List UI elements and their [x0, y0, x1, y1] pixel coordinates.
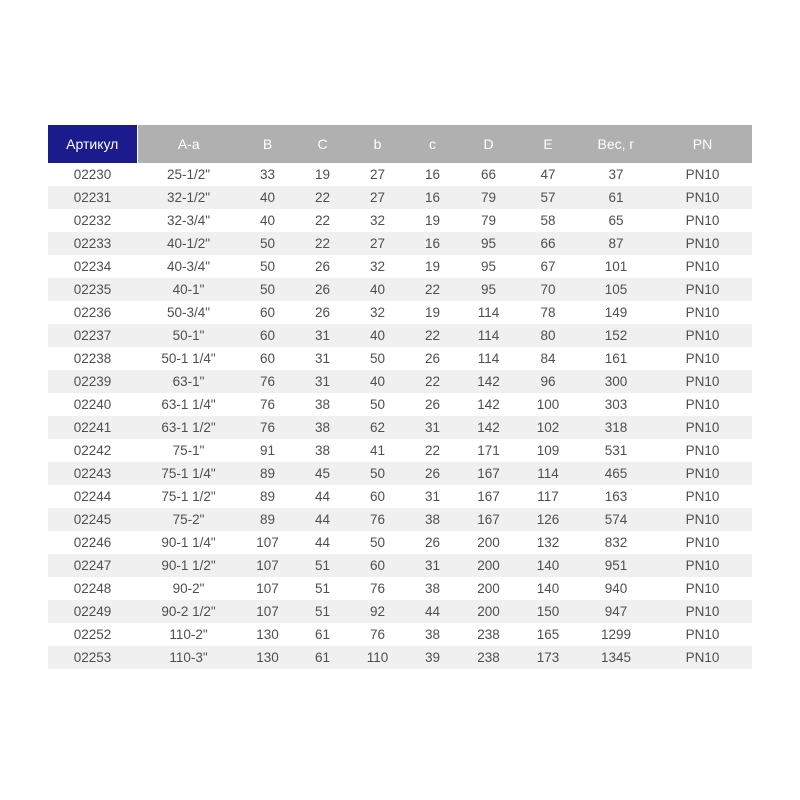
cell-pn: PN10: [685, 351, 720, 366]
cell-a-a: 90-1 1/2": [161, 558, 216, 573]
cell-weight: 149: [604, 305, 628, 320]
cell-article: 02241: [73, 420, 112, 435]
cell-b: 27: [369, 167, 386, 182]
cell-C: 44: [314, 535, 331, 550]
cell-weight: 1299: [600, 627, 632, 642]
cell-c: 31: [424, 558, 441, 573]
cell-D: 142: [477, 374, 500, 389]
cell-a-a: 75-1": [172, 443, 205, 458]
table-row: [48, 416, 752, 439]
cell-D: 200: [477, 604, 500, 619]
cell-D: 79: [480, 190, 497, 205]
cell-pn: PN10: [685, 489, 720, 504]
cell-b: 76: [369, 627, 386, 642]
cell-C: 51: [314, 604, 331, 619]
cell-B: 107: [256, 581, 279, 596]
cell-pn: PN10: [685, 259, 720, 274]
table-row: [48, 186, 752, 209]
cell-C: 45: [314, 466, 331, 481]
cell-C: 44: [314, 489, 331, 504]
cell-E: 80: [540, 328, 556, 343]
cell-article: 02240: [73, 397, 112, 412]
cell-weight: 318: [604, 420, 628, 435]
cell-article: 02231: [73, 190, 112, 205]
column-header-c: c: [405, 125, 460, 163]
table-row: [48, 462, 752, 485]
cell-weight: 951: [604, 558, 628, 573]
cell-b: 32: [369, 305, 386, 320]
cell-E: 57: [540, 190, 556, 205]
cell-pn: PN10: [685, 167, 720, 182]
cell-D: 167: [477, 466, 500, 481]
cell-D: 238: [477, 627, 500, 642]
cell-c: 38: [424, 512, 441, 527]
cell-a-a: 32-3/4": [166, 213, 211, 228]
cell-a-a: 40-3/4": [166, 259, 211, 274]
cell-C: 51: [314, 558, 331, 573]
cell-c: 22: [424, 443, 441, 458]
cell-E: 78: [540, 305, 556, 320]
cell-c: 16: [424, 236, 441, 251]
cell-c: 19: [424, 259, 441, 274]
table-row: [48, 370, 752, 393]
cell-a-a: 75-1 1/2": [161, 489, 216, 504]
column-header-a-a: A-a: [137, 125, 240, 163]
cell-B: 60: [259, 328, 276, 343]
cell-article: 02238: [73, 351, 112, 366]
cell-b: 32: [369, 259, 386, 274]
cell-pn: PN10: [685, 420, 720, 435]
cell-weight: 1345: [600, 650, 632, 665]
table-row: [48, 508, 752, 531]
cell-E: 165: [536, 627, 560, 642]
cell-E: 100: [536, 397, 560, 412]
table-header-row: [48, 125, 752, 163]
cell-pn: PN10: [685, 328, 720, 343]
cell-weight: 61: [608, 190, 624, 205]
cell-b: 32: [369, 213, 386, 228]
cell-C: 38: [314, 397, 331, 412]
cell-b: 27: [369, 190, 386, 205]
cell-a-a: 90-1 1/4": [161, 535, 216, 550]
table-row: [48, 577, 752, 600]
cell-B: 40: [259, 213, 276, 228]
cell-pn: PN10: [685, 535, 720, 550]
cell-weight: 303: [604, 397, 628, 412]
cell-C: 19: [314, 167, 331, 182]
cell-B: 76: [259, 420, 276, 435]
cell-b: 92: [369, 604, 386, 619]
cell-B: 50: [259, 282, 276, 297]
table-row: [48, 393, 752, 416]
cell-weight: 531: [604, 443, 628, 458]
cell-E: 132: [536, 535, 560, 550]
cell-D: 142: [477, 397, 500, 412]
cell-D: 171: [477, 443, 500, 458]
cell-B: 76: [259, 374, 276, 389]
table-row: [48, 347, 752, 370]
cell-article: 02247: [73, 558, 112, 573]
cell-C: 31: [314, 351, 331, 366]
cell-weight: 87: [608, 236, 624, 251]
cell-c: 31: [424, 420, 441, 435]
cell-pn: PN10: [685, 604, 720, 619]
cell-b: 62: [369, 420, 386, 435]
cell-C: 26: [314, 259, 331, 274]
cell-a-a: 63-1 1/2": [161, 420, 216, 435]
cell-article: 02242: [73, 443, 112, 458]
cell-C: 44: [314, 512, 331, 527]
cell-E: 66: [540, 236, 556, 251]
cell-weight: 161: [604, 351, 628, 366]
cell-pn: PN10: [685, 581, 720, 596]
cell-c: 26: [424, 351, 441, 366]
cell-E: 58: [540, 213, 556, 228]
cell-a-a: 40-1/2": [166, 236, 211, 251]
cell-D: 66: [480, 167, 497, 182]
cell-b: 50: [369, 351, 386, 366]
cell-weight: 105: [604, 282, 628, 297]
column-header-article: Артикул: [48, 125, 137, 163]
cell-C: 51: [314, 581, 331, 596]
table-row: [48, 163, 752, 186]
cell-article: 02232: [73, 213, 112, 228]
cell-E: 150: [536, 604, 560, 619]
column-header-D: D: [460, 125, 517, 163]
cell-b: 40: [369, 374, 386, 389]
cell-pn: PN10: [685, 466, 720, 481]
cell-article: 02252: [73, 627, 112, 642]
table-row: [48, 439, 752, 462]
cell-a-a: 40-1": [172, 282, 205, 297]
cell-E: 126: [536, 512, 560, 527]
cell-article: 02249: [73, 604, 112, 619]
cell-B: 130: [256, 627, 279, 642]
cell-a-a: 75-2": [172, 512, 205, 527]
cell-pn: PN10: [685, 236, 720, 251]
cell-pn: PN10: [685, 443, 720, 458]
cell-c: 22: [424, 374, 441, 389]
cell-C: 22: [314, 236, 331, 251]
cell-D: 79: [480, 213, 497, 228]
cell-weight: 152: [604, 328, 628, 343]
cell-D: 95: [480, 259, 497, 274]
cell-E: 84: [540, 351, 556, 366]
cell-article: 02244: [73, 489, 112, 504]
cell-article: 02248: [73, 581, 112, 596]
cell-weight: 574: [604, 512, 628, 527]
cell-B: 50: [259, 259, 276, 274]
cell-b: 50: [369, 397, 386, 412]
table-row: [48, 255, 752, 278]
cell-E: 140: [536, 558, 560, 573]
cell-C: 61: [314, 627, 331, 642]
cell-D: 200: [477, 535, 500, 550]
cell-article: 02233: [73, 236, 112, 251]
product-spec-table-container: [48, 125, 752, 669]
cell-a-a: 32-1/2": [166, 190, 211, 205]
cell-D: 200: [477, 581, 500, 596]
cell-C: 31: [314, 328, 331, 343]
table-row: [48, 554, 752, 577]
table-body: [48, 163, 752, 669]
cell-B: 107: [256, 558, 279, 573]
cell-D: 200: [477, 558, 500, 573]
cell-weight: 465: [604, 466, 628, 481]
cell-a-a: 110-2": [169, 627, 208, 642]
cell-E: 70: [540, 282, 556, 297]
cell-article: 02234: [73, 259, 112, 274]
cell-c: 26: [424, 466, 441, 481]
cell-B: 50: [259, 236, 276, 251]
cell-pn: PN10: [685, 213, 720, 228]
product-spec-table: [48, 125, 752, 669]
cell-b: 76: [369, 581, 386, 596]
table-row: [48, 646, 752, 669]
table-row: [48, 485, 752, 508]
cell-c: 38: [424, 627, 441, 642]
table-row: [48, 232, 752, 255]
cell-B: 33: [259, 167, 276, 182]
cell-c: 39: [424, 650, 441, 665]
cell-E: 67: [540, 259, 556, 274]
cell-a-a: 90-2 1/2": [161, 604, 216, 619]
table-row: [48, 531, 752, 554]
column-header-pn: PN: [653, 125, 752, 163]
cell-E: 47: [540, 167, 556, 182]
cell-D: 95: [480, 236, 497, 251]
cell-E: 102: [536, 420, 560, 435]
cell-D: 238: [477, 650, 500, 665]
cell-c: 16: [424, 167, 441, 182]
cell-B: 107: [256, 604, 279, 619]
cell-c: 22: [424, 328, 441, 343]
cell-article: 02245: [73, 512, 112, 527]
cell-weight: 37: [608, 167, 624, 182]
cell-c: 44: [424, 604, 441, 619]
cell-B: 60: [259, 305, 276, 320]
column-header-B: B: [240, 125, 295, 163]
cell-c: 26: [424, 397, 441, 412]
cell-b: 40: [369, 282, 386, 297]
cell-D: 114: [477, 305, 500, 320]
cell-B: 130: [256, 650, 279, 665]
cell-a-a: 25-1/2": [166, 167, 211, 182]
cell-C: 61: [314, 650, 331, 665]
cell-pn: PN10: [685, 397, 720, 412]
cell-b: 60: [369, 489, 386, 504]
table-row: [48, 278, 752, 301]
cell-c: 31: [424, 489, 441, 504]
cell-B: 89: [259, 466, 276, 481]
cell-c: 22: [424, 282, 441, 297]
cell-article: 02236: [73, 305, 112, 320]
cell-pn: PN10: [685, 512, 720, 527]
cell-article: 02239: [73, 374, 112, 389]
cell-b: 40: [369, 328, 386, 343]
cell-article: 02230: [73, 167, 112, 182]
cell-pn: PN10: [685, 305, 720, 320]
cell-D: 95: [480, 282, 497, 297]
cell-pn: PN10: [685, 190, 720, 205]
table-row: [48, 209, 752, 232]
column-header-E: E: [517, 125, 579, 163]
column-header-b: b: [350, 125, 405, 163]
cell-C: 22: [314, 190, 331, 205]
cell-weight: 947: [604, 604, 628, 619]
cell-b: 27: [369, 236, 386, 251]
cell-article: 02243: [73, 466, 112, 481]
cell-D: 167: [477, 512, 500, 527]
cell-E: 140: [536, 581, 560, 596]
cell-C: 26: [314, 282, 331, 297]
cell-pn: PN10: [685, 627, 720, 642]
cell-C: 38: [314, 443, 331, 458]
cell-a-a: 50-1 1/4": [161, 351, 216, 366]
cell-b: 76: [369, 512, 386, 527]
column-header-weight: Вес, г: [579, 125, 653, 163]
cell-E: 173: [536, 650, 560, 665]
cell-article: 02237: [73, 328, 112, 343]
cell-c: 19: [424, 305, 441, 320]
cell-weight: 101: [604, 259, 628, 274]
cell-c: 26: [424, 535, 441, 550]
cell-pn: PN10: [685, 558, 720, 573]
cell-b: 50: [369, 535, 386, 550]
cell-pn: PN10: [685, 282, 720, 297]
cell-B: 40: [259, 190, 276, 205]
column-header-C: C: [295, 125, 350, 163]
cell-pn: PN10: [685, 650, 720, 665]
cell-a-a: 50-3/4": [166, 305, 211, 320]
cell-weight: 300: [604, 374, 628, 389]
table-row: [48, 600, 752, 623]
cell-E: 109: [536, 443, 560, 458]
cell-b: 110: [366, 650, 389, 665]
cell-article: 02253: [73, 650, 112, 665]
cell-D: 142: [477, 420, 500, 435]
cell-c: 38: [424, 581, 441, 596]
cell-weight: 163: [604, 489, 628, 504]
cell-c: 16: [424, 190, 441, 205]
cell-b: 60: [369, 558, 386, 573]
table-row: [48, 623, 752, 646]
cell-C: 22: [314, 213, 331, 228]
cell-B: 107: [256, 535, 279, 550]
cell-B: 76: [259, 397, 276, 412]
cell-weight: 65: [608, 213, 624, 228]
table-row: [48, 324, 752, 347]
cell-a-a: 90-2": [172, 581, 205, 596]
cell-E: 96: [540, 374, 556, 389]
table-row: [48, 301, 752, 324]
cell-pn: PN10: [685, 374, 720, 389]
cell-B: 91: [259, 443, 276, 458]
cell-E: 114: [537, 466, 559, 481]
cell-b: 50: [369, 466, 386, 481]
cell-a-a: 50-1": [172, 328, 205, 343]
cell-C: 31: [314, 374, 331, 389]
cell-C: 26: [314, 305, 331, 320]
cell-D: 167: [477, 489, 500, 504]
cell-D: 114: [477, 328, 500, 343]
cell-weight: 832: [604, 535, 628, 550]
cell-E: 117: [537, 489, 559, 504]
cell-D: 114: [477, 351, 500, 366]
cell-article: 02235: [73, 282, 112, 297]
cell-a-a: 63-1": [172, 374, 205, 389]
cell-c: 19: [424, 213, 441, 228]
cell-C: 38: [314, 420, 331, 435]
cell-B: 89: [259, 512, 276, 527]
cell-b: 41: [369, 443, 386, 458]
cell-a-a: 110-3": [169, 650, 208, 665]
cell-a-a: 63-1 1/4": [161, 397, 216, 412]
cell-B: 60: [259, 351, 276, 366]
cell-weight: 940: [604, 581, 628, 596]
cell-article: 02246: [73, 535, 112, 550]
cell-a-a: 75-1 1/4": [161, 466, 216, 481]
cell-B: 89: [259, 489, 276, 504]
